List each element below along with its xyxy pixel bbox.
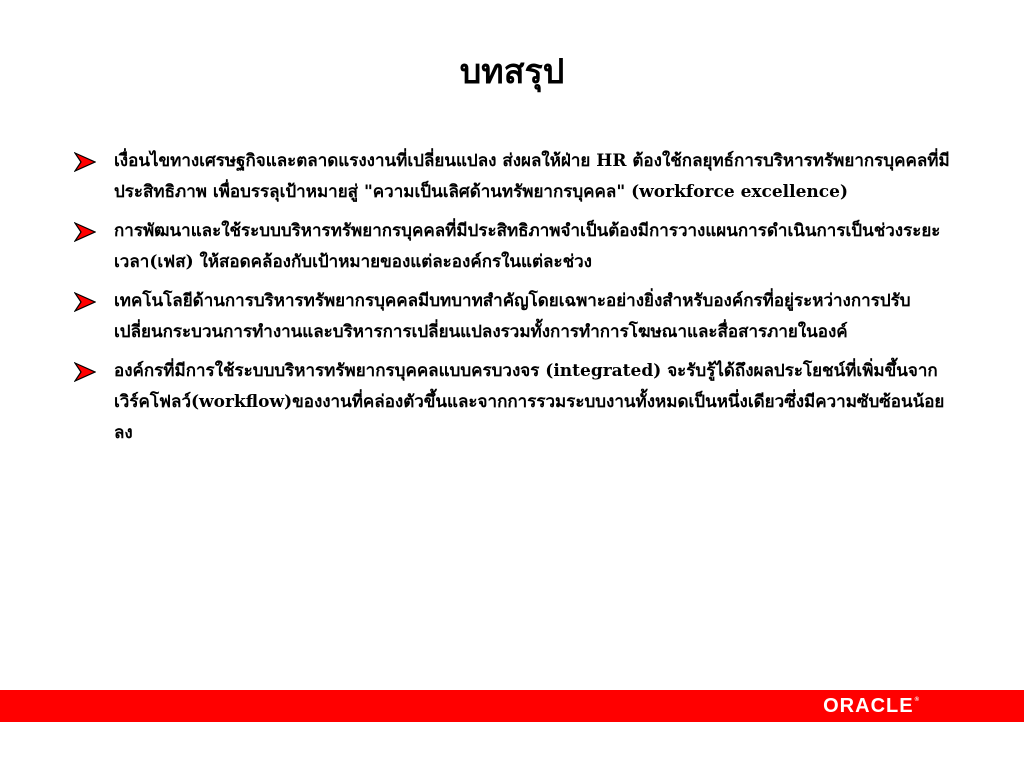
oracle-logo-text: ORACLE [823, 694, 914, 717]
bullet-text: เงื่อนไขทางเศรษฐกิจและตลาดแรงงานที่เปลี่ยนแปลง ส่งผลให้ฝ่าย HR ต้องใช้กลยุทธ์การบริหารทรัพยากรบุคคลที่มีประสิทธิภาพ เพื่อบรรลุเป้าหมายสู่ "ความเป็นเลิศด้านทรัพยากรบุคคล" (workforce excellence) [114, 151, 950, 202]
arrowhead-bullet-icon [74, 152, 96, 172]
bullet-item [74, 146, 954, 208]
slide-title: บทสรุป [459, 52, 565, 92]
arrowhead-bullet-icon [74, 362, 96, 382]
bullet-text: เทคโนโลยีด้านการบริหารทรัพยากรบุคคลมีบทบาทสำคัญโดยเฉพาะอย่างยิ่งสำหรับองค์กรที่อยู่ระหว่างการปรับเปลี่ยนกระบวนการทำงานและบริหารการเปลี่ยนแปลงรวมทั้งการทำการโฆษณาและสื่อสารภายในองค์ [114, 291, 911, 342]
bullet-list [74, 146, 954, 457]
bullet-text: การพัฒนาและใช้ระบบบริหารทรัพยากรบุคคลที่มีประสิทธิภาพจำเป็นต้องมีการวางแผนการดำเนินการเป็นช่วงระยะเวลา(เฟส) ให้สอดคล้องกับเป้าหมายของแต่ละองค์กรในแต่ละช่วง [114, 221, 941, 272]
bullet-item [74, 286, 954, 348]
footer-bar [0, 690, 1024, 722]
bullet-text: องค์กรที่มีการใช้ระบบบริหารทรัพยากรบุคคลแบบครบวงจร (integrated) จะรับรู้ได้ถึงผลประโยชน์ที่เพิ่มขึ้นจากเวิร์คโฟลว์(workflow)ของงานที่คล่องตัวขึ้นและจากการรวมระบบงานทั้งหมดเป็นหนึ่งเดียวซึ่งมีความซับซ้อนน้อยลง [114, 361, 945, 443]
bullet-item [74, 356, 954, 449]
oracle-logo [823, 695, 920, 717]
bullet-item [74, 216, 954, 278]
arrowhead-bullet-icon [74, 292, 96, 312]
arrowhead-bullet-icon [74, 222, 96, 242]
oracle-logo-trademark: ® [914, 697, 920, 703]
